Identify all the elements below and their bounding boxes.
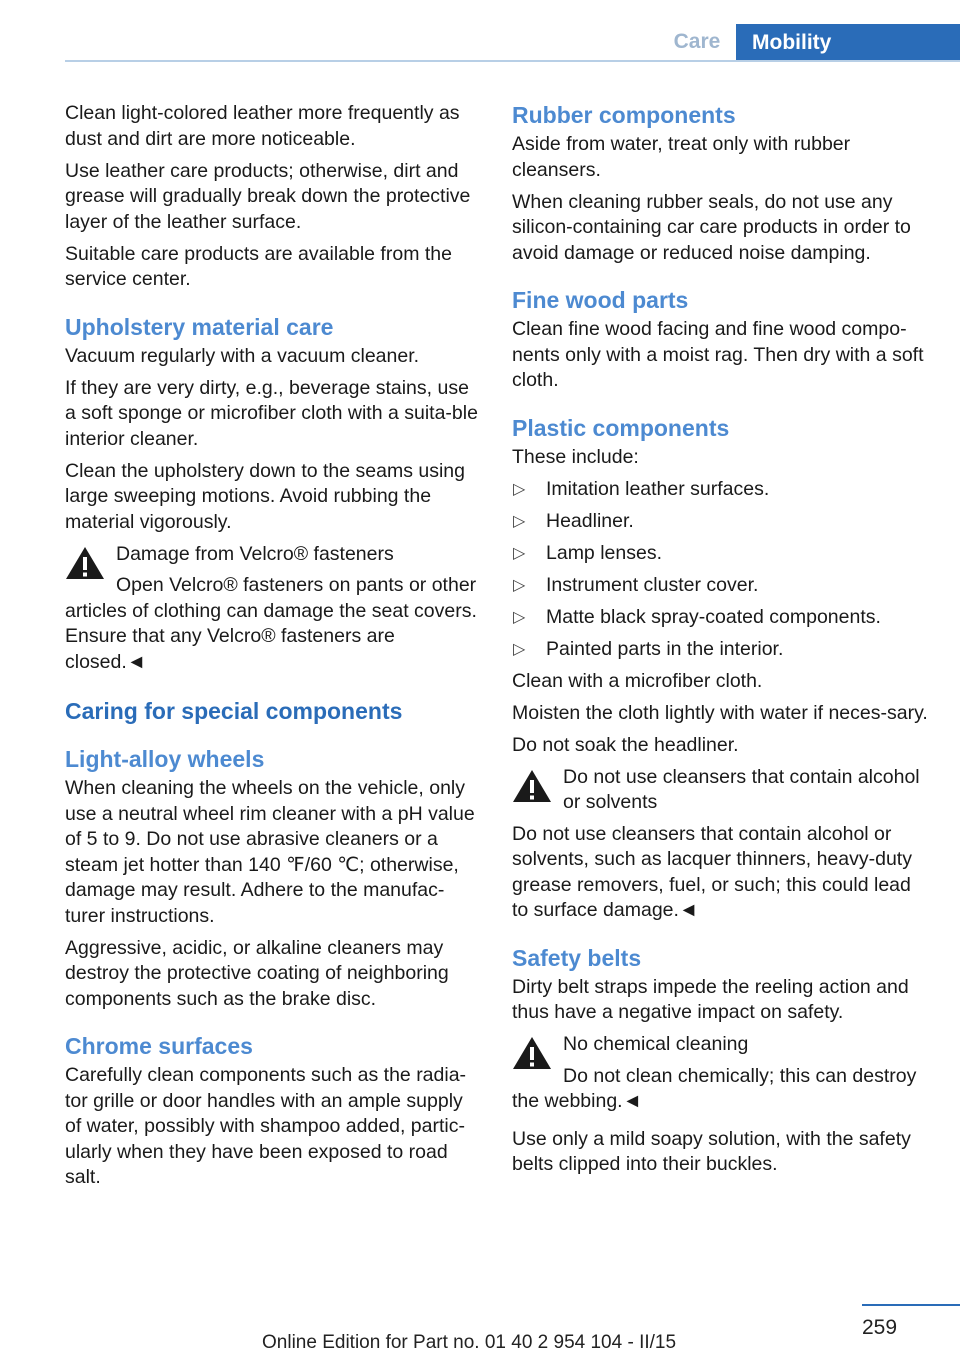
list-item: ▷ Headliner. bbox=[512, 509, 930, 535]
warning-body: Do not use cleansers that contain alcohol or solvents, such as lacquer thinners, heavy-duty grease removers, fuel, or such; this could lead to surface damage.◄ bbox=[512, 822, 912, 921]
warning-title: Damage from Velcro® fasteners bbox=[116, 542, 394, 565]
paragraph: Do not soak the headliner. bbox=[512, 733, 739, 756]
paragraph: Use only a mild soapy solution, with the safety belts clipped into their buckles. bbox=[512, 1127, 911, 1175]
bullet-triangle-icon: ▷ bbox=[513, 544, 526, 562]
heading-light-alloy-wheels: Light-alloy wheels bbox=[65, 746, 265, 772]
heading-safety-belts: Safety belts bbox=[512, 944, 642, 971]
paragraph: Aside from water, treat only with rubber cleansers. bbox=[512, 133, 851, 181]
paragraph: Clean with a microfiber cloth. bbox=[512, 669, 763, 692]
paragraph: When cleaning the wheels on the vehicle, only use a neutral wheel rim cleaner with a pH value of 5 to 9. Do not use abrasive cleaners or a steam jet hotter than 140 ℉/60 ℃; otherwise, damage may result. Adhere to the manufac‐turer instructions. bbox=[65, 777, 475, 927]
warning-velcro bbox=[65, 542, 481, 676]
right-column bbox=[512, 101, 930, 1184]
paragraph: Use leather care products; otherwise, dirt and grease will gradually break down the protective layer of the leather surface. bbox=[65, 159, 471, 233]
list-item: ▷ Lamp lenses. bbox=[512, 541, 930, 567]
warning-triangle-icon bbox=[512, 1036, 552, 1070]
edition-footer: Online Edition for Part no. 01 40 2 954 104 - II/15 bbox=[262, 1332, 677, 1353]
heading-fine-wood-parts: Fine wood parts bbox=[512, 287, 689, 313]
list-item: ▷ Painted parts in the interior. bbox=[512, 637, 930, 663]
paragraph: Suitable care products are available from the service center. bbox=[65, 242, 452, 290]
warning-chemical-cleaning bbox=[512, 1032, 930, 1115]
bullet-triangle-icon: ▷ bbox=[513, 512, 526, 530]
paragraph: Clean light-colored leather more frequently as dust and dirt are more noticeable. bbox=[65, 102, 460, 150]
warning-cleansers bbox=[512, 765, 930, 924]
page-number-rule bbox=[862, 1304, 960, 1306]
heading-chrome-surfaces: Chrome surfaces bbox=[65, 1033, 253, 1059]
tab-care[interactable]: Care bbox=[673, 30, 721, 53]
bullet-triangle-icon: ▷ bbox=[513, 640, 526, 658]
page-number: 259 bbox=[862, 1316, 898, 1339]
list-item: ▷ Matte black spray-coated components. bbox=[512, 605, 930, 631]
list-item: ▷ Instrument cluster cover. bbox=[512, 573, 930, 599]
left-column bbox=[65, 101, 481, 1197]
warning-body: Open Velcro® fasteners on pants or other articles of clothing can damage the seat covers. Ensure that any Velcro® fasteners are closed.◄ bbox=[65, 574, 477, 673]
heading-upholstery: Upholstery material care bbox=[65, 313, 334, 340]
paragraph: These include: bbox=[512, 445, 639, 468]
heading-plastic-components: Plastic components bbox=[512, 414, 730, 441]
paragraph: Clean the upholstery down to the seams using large sweeping motions. Avoid rubbing the material vigorously. bbox=[65, 459, 465, 533]
bullet-triangle-icon: ▷ bbox=[513, 480, 526, 498]
header-divider bbox=[65, 60, 960, 62]
plastic-components-list bbox=[512, 477, 930, 663]
heading-special-components: Caring for special components bbox=[65, 698, 403, 724]
heading-rubber-components: Rubber components bbox=[512, 102, 736, 128]
bullet-triangle-icon: ▷ bbox=[513, 608, 526, 626]
page-header bbox=[0, 24, 960, 62]
paragraph: Vacuum regularly with a vacuum cleaner. bbox=[65, 344, 420, 367]
bullet-triangle-icon: ▷ bbox=[513, 576, 526, 594]
paragraph: Aggressive, acidic, or alkaline cleaners may destroy the protective coating of neighboring components such as the brake disc. bbox=[65, 936, 449, 1010]
paragraph: When cleaning rubber seals, do not use any silicon-containing car care products in order to avoid damage or reduced noise damping. bbox=[512, 190, 911, 264]
paragraph: Dirty belt straps impede the reeling action and thus have a negative impact on safety. bbox=[512, 975, 909, 1023]
list-item: ▷ Imitation leather surfaces. bbox=[512, 477, 930, 503]
paragraph: Moisten the cloth lightly with water if neces‐sary. bbox=[512, 701, 928, 724]
warning-body: Do not clean chemically; this can destroy the webbing.◄ bbox=[512, 1064, 917, 1112]
paragraph: If they are very dirty, e.g., beverage stains, use a soft sponge or microfiber cloth with a suita‐ble interior cleaner. bbox=[65, 376, 478, 450]
tab-mobility[interactable]: Mobility bbox=[736, 24, 960, 62]
paragraph: Clean fine wood facing and fine wood compo‐nents only with a moist rag. Then dry with a soft cloth. bbox=[512, 318, 924, 391]
warning-triangle-icon bbox=[512, 769, 552, 803]
warning-title: Do not use cleansers that contain alcohol or solvents bbox=[563, 765, 920, 813]
warning-title: No chemical cleaning bbox=[563, 1033, 749, 1055]
paragraph: Carefully clean components such as the radia‐tor grille or door handles with an ample supply of water, possibly with shampoo added, partic‐ularly when they have been exposed to road salt. bbox=[65, 1064, 467, 1188]
warning-triangle-icon bbox=[65, 546, 105, 580]
